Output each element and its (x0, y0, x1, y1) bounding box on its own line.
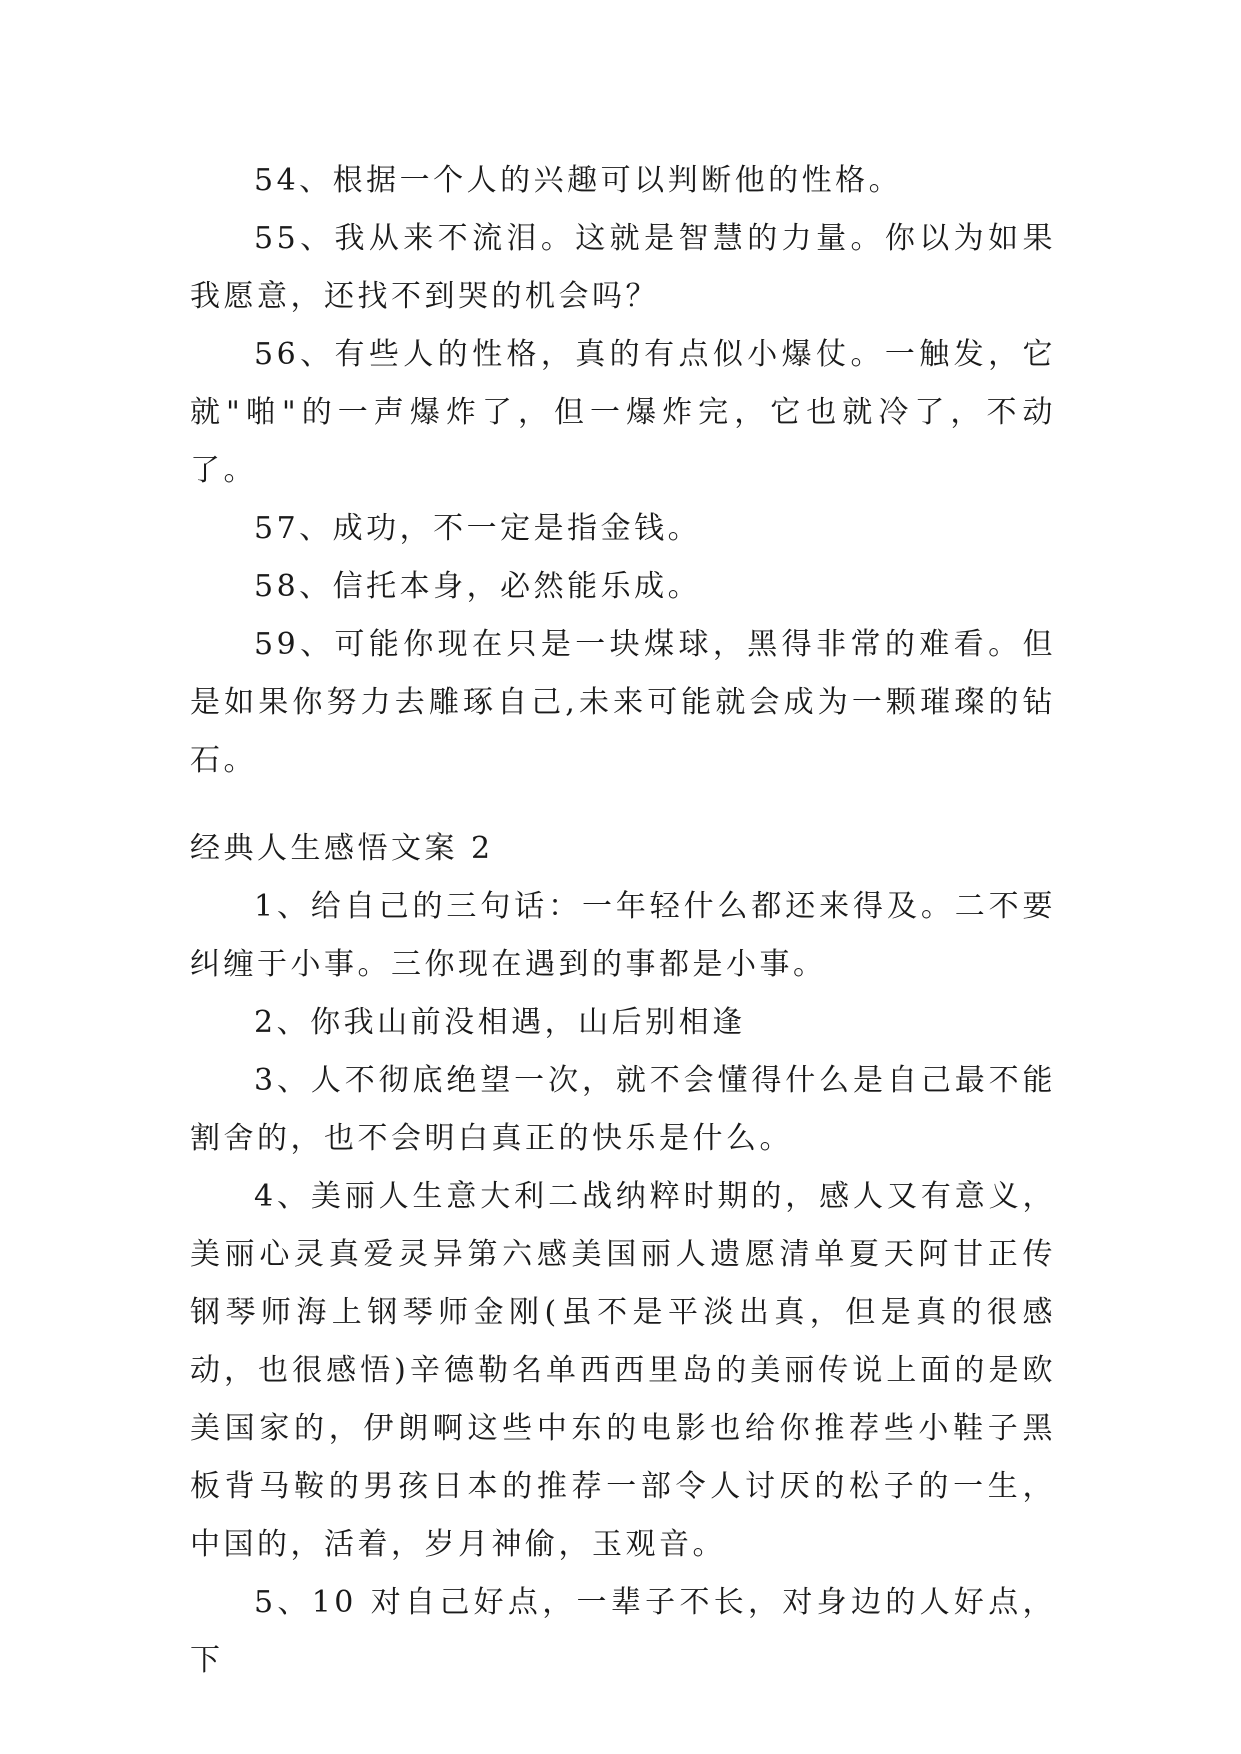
list-item: 3、人不彻底绝望一次，就不会懂得什么是自己最不能割舍的，也不会明白真正的快乐是什么。 (190, 1063, 1056, 1156)
list-item: 2、你我山前没相遇，山后别相逢 (254, 1005, 746, 1040)
list-item: 58、信托本身，必然能乐成。 (254, 569, 702, 604)
list-item: 1、给自己的三句话：一年轻什么都还来得及。二不要纠缠于小事。三你现在遇到的事都是小事。 (190, 889, 1056, 982)
list-item: 56、有些人的性格，真的有点似小爆仗。一触发，它就"啪"的一声爆炸了，但一爆炸完，它也就冷了，不动了。 (190, 337, 1056, 488)
list-item: 5、10 对自己好点，一辈子不长，对身边的人好点，下 (190, 1585, 1056, 1678)
document-body (190, 152, 1056, 1690)
section-heading: 经典人生感悟文案 2 (190, 831, 494, 866)
list-item: 59、可能你现在只是一块煤球，黑得非常的难看。但是如果你努力去雕琢自己,未来可能就会成为一颗璀璨的钻石。 (190, 627, 1056, 778)
list-item: 57、成功，不一定是指金钱。 (254, 511, 702, 546)
list-item: 55、我从来不流泪。这就是智慧的力量。你以为如果我愿意，还找不到哭的机会吗？ (190, 221, 1056, 314)
list-item: 4、美丽人生意大利二战纳粹时期的，感人又有意义，美丽心灵真爱灵异第六感美国丽人遗愿清单夏天阿甘正传钢琴师海上钢琴师金刚(虽不是平淡出真，但是真的很感动，也很感悟)辛德勒名单西西里岛的美丽传说上面的是欧美国家的，伊朗啊这些中东的电影也给你推荐些小鞋子黑板背马鞍的男孩日本的推荐一部令人讨厌的松子的一生，中国的，活着，岁月神偷，玉观音。 (190, 1179, 1056, 1562)
list-item: 54、根据一个人的兴趣可以判断他的性格。 (254, 163, 903, 198)
